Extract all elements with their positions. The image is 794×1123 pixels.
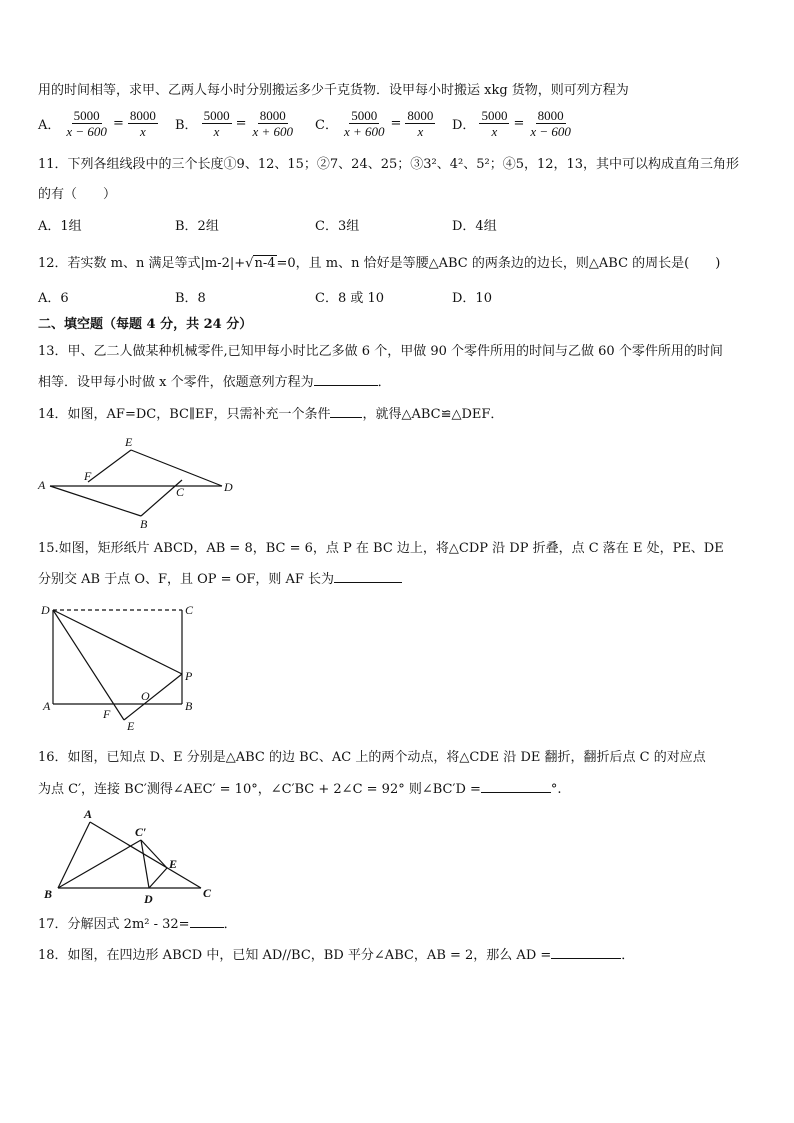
- answer-blank[interactable]: [190, 927, 224, 928]
- q15-line1: 15.如图，矩形纸片 ABCD，AB = 8，BC = 6，点 P 在 BC 边上，将△CDP 沿 DP 折叠，点 C 落在 E 处，PE、DE: [38, 541, 724, 556]
- q13-line1: 13．甲、乙二人做某种机械零件,已知甲每小时比乙多做 6 个，甲做 90 个零件所用的时间与乙做 60 个零件所用的时间: [38, 344, 723, 359]
- label-a: A: [84, 807, 93, 821]
- fraction-left: $\frac{5000}{x + 600}$: [343, 108, 385, 139]
- q14-figure: [30, 430, 250, 530]
- label-c: C: [185, 603, 194, 617]
- q11-line2: 的有（ ）: [38, 187, 117, 202]
- answer-blank[interactable]: [334, 582, 402, 583]
- segment-fe: [88, 450, 131, 482]
- q15-figure: [35, 600, 215, 740]
- q10-option-b[interactable]: [175, 108, 295, 139]
- label-f: F: [103, 707, 111, 721]
- label-e: E: [169, 857, 178, 871]
- answer-blank[interactable]: [551, 958, 621, 959]
- q11-option-d[interactable]: D．4组: [452, 219, 497, 234]
- label-d: D: [224, 480, 233, 494]
- label-b: B: [140, 517, 148, 530]
- fraction-right: $\frac{8000}{x + 600}$: [252, 108, 294, 139]
- q10-option-d[interactable]: [452, 108, 573, 139]
- label-a: A: [38, 478, 46, 492]
- q16-line1: 16．如图，已知点 D、E 分别是△ABC 的边 BC、AC 上的两个动点，将△CDE 沿 DE 翻折，翻折后点 C 的对应点: [38, 750, 706, 765]
- label-e: E: [125, 435, 133, 449]
- q11-option-a[interactable]: A．1组: [38, 219, 82, 234]
- q12-option-d[interactable]: D．10: [452, 291, 492, 306]
- fraction-right: $\frac{8000}{x}$: [407, 108, 434, 139]
- segment-ed: [131, 450, 222, 486]
- fraction-right: $\frac{8000}{x}$: [129, 108, 156, 139]
- fraction-left: $\frac{5000}{x - 600}$: [66, 108, 107, 139]
- label-c: C: [176, 485, 185, 499]
- q10-option-a[interactable]: [38, 108, 158, 139]
- q11-option-c[interactable]: C．3组: [315, 219, 360, 234]
- equals-sign: =: [235, 116, 247, 131]
- segment-ab: [50, 486, 141, 516]
- label-d: D: [144, 892, 153, 906]
- fraction-left: $\frac{5000}{x}$: [481, 108, 508, 139]
- equals-sign: =: [513, 116, 525, 131]
- segment-de: [149, 868, 167, 888]
- q13-line2: 相等．设甲每小时做 x 个零件，依题意列方程为 ．: [38, 375, 391, 390]
- sqrt-radicand: n-4: [254, 256, 276, 271]
- q11-option-b[interactable]: B．2组: [175, 219, 219, 234]
- label-a: A: [43, 699, 51, 713]
- q17-stem: 17．分解因式 2m² - 32= ．: [38, 917, 237, 932]
- q18-stem: 18．如图，在四边形 ABCD 中，已知 AD//BC，BD 平分∠ABC，AB = 2，那么 AD = ．: [38, 948, 635, 963]
- segment-dp: [53, 610, 182, 674]
- label-b: B: [44, 887, 53, 901]
- q16-line2: 为点 C′，连接 BC′测得∠AEC′ = 10°，∠C′BC + 2∠C = 92° 则∠BC′D = °.: [38, 782, 562, 797]
- q12-pre: 12．若实数 m、n 满足等式|m-2|+: [38, 256, 246, 271]
- option-label: C．: [315, 118, 338, 133]
- sqrt-sign: √: [245, 256, 254, 271]
- q12-stem: [38, 255, 720, 273]
- label-f: F: [84, 469, 92, 483]
- option-label: A．: [38, 118, 61, 133]
- answer-blank[interactable]: [330, 417, 362, 418]
- label-p: P: [185, 669, 193, 683]
- q12-option-a[interactable]: A．6: [38, 291, 69, 306]
- segment-pe: [124, 674, 182, 720]
- q14-stem: 14．如图，AF=DC，BC∥EF，只需补充一个条件 ，就得△ABC≌△DEF．: [38, 407, 504, 422]
- q15-line2: 分别交 AB 于点 O、F，且 OP = OF，则 AF 长为: [38, 571, 402, 589]
- label-c: C: [203, 886, 212, 900]
- q10-option-c[interactable]: [315, 108, 435, 139]
- label-b: B: [185, 699, 193, 713]
- option-label: D．: [452, 118, 476, 133]
- q12-option-c[interactable]: C．8 或 10: [315, 291, 385, 306]
- option-label: B．: [175, 118, 198, 133]
- q12-option-b[interactable]: B．8: [175, 291, 206, 306]
- label-d: D: [41, 603, 50, 617]
- answer-blank[interactable]: [314, 385, 378, 386]
- label-o: O: [141, 689, 150, 703]
- label-e: E: [127, 719, 135, 733]
- q11-line1: 11．下列各组线段中的三个长度①9、12、15；②7、24、25；③3²、4²、5²；④5，12，13，其中可以构成直角三角形: [38, 157, 740, 172]
- segment-bc1: [58, 840, 141, 888]
- section-heading: 二、填空题（每题 4 分，共 24 分）: [38, 317, 253, 332]
- label-c1: C′: [135, 825, 147, 839]
- answer-blank[interactable]: [481, 792, 551, 793]
- fraction-left: $\frac{5000}{x}$: [203, 108, 230, 139]
- q10-stem: 用的时间相等，求甲、乙两人每小时分别搬运多少千克货物．设甲每小时搬运 xkg 货物，则可列方程为: [38, 83, 629, 98]
- q16-figure: [38, 802, 228, 912]
- equals-sign: =: [390, 116, 402, 131]
- fraction-right: $\frac{8000}{x - 600}$: [530, 108, 571, 139]
- q12-post: =0，且 m、n 恰好是等腰△ABC 的两条边的边长，则△ABC 的周长是( ): [276, 256, 721, 271]
- equals-sign: =: [112, 116, 124, 131]
